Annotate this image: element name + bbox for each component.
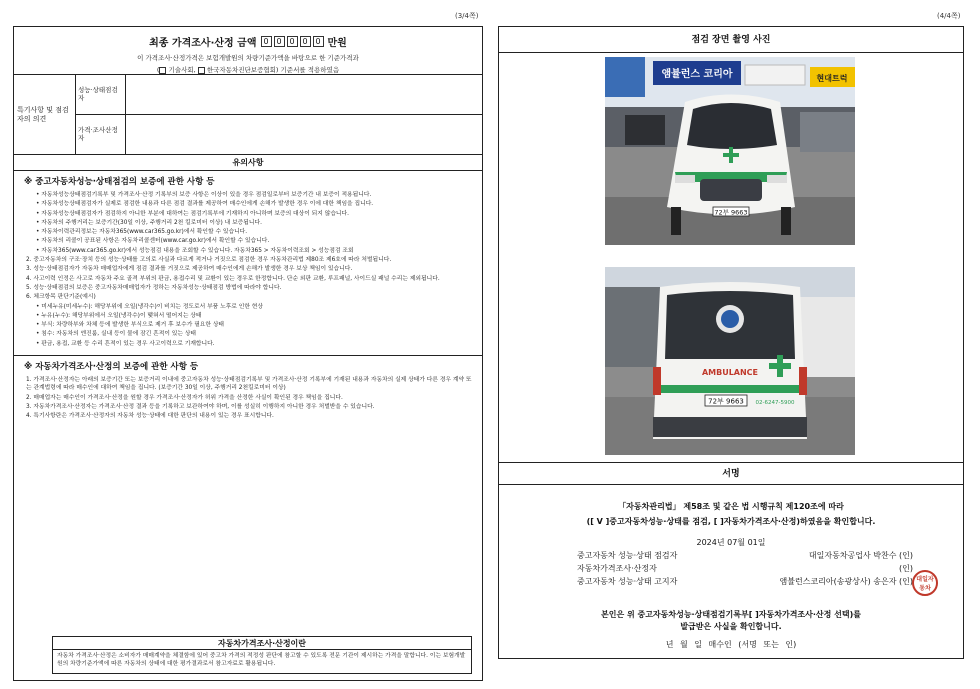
note-item: • 자동차성능상태점검자가 실제로 점검한 내용과 다른 점검 결과를 제공하여 매수인에게 손해가 발생한 경우 이에 대한 책임을 집니다. [36, 201, 374, 208]
rear-plate: 72부 9663 [708, 397, 744, 406]
amount-digit: 0 [313, 36, 324, 47]
section1-list [14, 191, 482, 349]
check2-label: 한국자동차진단보증협회) 기준서를 적용하였음 [206, 66, 340, 74]
appraiser-label: 가격·조사산정자 [76, 115, 126, 154]
note-item: • 미세누유(미세누수): 해당부위에 오일(냉각수)이 비치는 정도로서 부품 노후로 인한 현상 [36, 303, 263, 310]
amount-digit: 0 [274, 36, 285, 47]
note-item: 6. 체크항목 판단기준(예시) [26, 294, 96, 301]
appraiser-opinion [126, 115, 482, 154]
rear-phone: 02-6247-5900 [755, 400, 795, 406]
note-item: • 자동차이력관리정보는 자동차365(www.car365.go.kr)에서 확인할 수 있습니다. [36, 229, 248, 236]
shop-sign-2: 현대트럭 [816, 74, 848, 83]
note-item: 4. 특기사항란은 가격조사·산정자의 자동차 성능·상태에 대한 판단의 내용이 있는 경우 표시합니다. [26, 413, 274, 420]
check1-label: 기술사회 [168, 66, 194, 74]
note-item: 2. 중고자동차의 구조·장치 등의 성능·상태를 고의로 사실과 다르게 적거나 거짓으로 점검한 경우 자동차관리법 제80조 제6호에 따라 처벌됩니다. [26, 257, 392, 264]
confirm-line-1: 본인은 위 중고자동차성능·상태점검기록부[ ]자동차가격조사·산정 선택)를 [600, 610, 862, 619]
shop-sign-1: 앰뷸런스 코리아 [661, 69, 733, 80]
amount-digit: 0 [300, 36, 311, 47]
note-item: • 침수: 자동차의 엔진룸, 실내 등이 물에 잠긴 흔적이 있는 상태 [36, 331, 197, 338]
final-price-title: 최종 가격조사·산정 금액 [149, 38, 257, 49]
inspector-opinion [126, 75, 482, 114]
note-item: • 부식: 차량하부와 차체 등에 발생한 부식으로 제거 후 보수가 필요한 상태 [36, 322, 225, 329]
signer-role: 중고자동차 성능·상태 점검자 [577, 551, 678, 560]
note-item: • 판금, 용접, 교환 등 수리 흔적이 있는 경우 사고이력으로 기재합니다. [36, 340, 215, 347]
note-item: • 자동차365(www.car365.go.kr)에서 성능점검 내용을 조회할 수 있습니다. 자동차365 > 자동차이력조회 > 성능점검 조회 [36, 247, 354, 254]
section1-title: ※ 중고자동차성능·상태점검의 보증에 관한 사항 등 [24, 177, 215, 187]
appraisal-definition-text: 자동차 가격조사·산정은 소비자가 매매계약을 체결함에 있어 중고차 가격의 적정성 판단에 참고할 수 있도록 전문 기관이 제시하는 가격을 말합니다. 이는 보험개발원의 차량기준가액에 따른 자동차의 상태에 대한 평가결과로서 참고자료로 활용됩니다. [57, 653, 466, 668]
final-price-desc: 이 가격조사·산정가격은 보험개발원의 차량기준가액을 바탕으로 한 기준가격과 [137, 54, 359, 62]
note-item: • 자동차의 주행거리는 보증기간(30일 이상, 주행거리 2천 킬로미터 이상) 내 보증됩니다. [36, 219, 262, 226]
appraisal-definition-title: 자동차가격조사·산정이란 [53, 637, 471, 650]
note-item: 4. 사고이력 인정은 사고로 자동차 주요 골격 부위의 판금, 용접수리 및 교환이 있는 경우로 한정합니다. 단순 외판 교환, 루프패널, 사이드실 패널 수리는 제외됩니다. [26, 275, 440, 282]
law-line-1: 「자동차관리법」 제58조 및 같은 법 시행규칙 제120조에 따라 [618, 502, 844, 511]
note-item: 1. 가격조사·산정자는 아래의 보증기간 또는 보증거리 이내에 중고자동차 성능·상태점검기록부 및 가격조사·산정 기록부에 기재된 내용과 자동차의 실제 상태가 다른 경우 계약 또는 관계법령에 따라 매수인에 대하여 책임을 집니다. (보증기간 30일 이상, 주행거리 2천킬로미터 이상) [26, 376, 472, 392]
signer-role: 자동차가격조사·산정자 [577, 564, 657, 573]
left-page [13, 26, 483, 681]
signer-name: 대일자동차공업사 박찬수 (인) [808, 551, 913, 560]
notes-title: 유의사항 [14, 155, 482, 171]
law-line-2: ([ V ]중고자동차성능·상태를 점검, [ ]자동차가격조사·산정)하였음을 확인합니다. [586, 517, 876, 526]
note-item: 3. 자동차가격조사·산정자는 가격조사·산정 결과 등을 기록하고 보관하여야 하며, 이를 성실히 이행하지 아니한 경우 처벌받을 수 있습니다. [26, 403, 375, 410]
section2-list [14, 376, 482, 421]
amount-unit: 만원 [327, 38, 347, 49]
signer-role: 중고자동차 성능·상태 고지자 [577, 577, 678, 586]
signer-name: 앰뷸런스코리아(송광상사) 송은자 (인) [779, 577, 913, 586]
note-item: • 누유(누수): 해당부위에서 오일(냉각수)이 맺혀서 떨어지는 상태 [36, 312, 202, 319]
amount-digit: 0 [287, 36, 298, 47]
opinion-table [14, 75, 482, 155]
appraisal-definition-box [52, 636, 472, 674]
signer-row [509, 576, 953, 587]
final-price-section: 최종 가격조사·산정 금액 0 0 0 0 0 만원 이 가격조사·산정가격은 보험개발원의 차량기준가액을 바탕으로 한 기준가격과 ( 기술사회, 한국자동차진단보증협회) 기준서를 적용하였음 [14, 27, 482, 75]
checkbox[interactable] [159, 67, 166, 74]
note-item: • 자동차성능상태점검자가 점검하지 아니한 부분에 대하여는 점검기록부에 기재하지 아니하며 보증의 대상이 되지 않습니다. [36, 210, 349, 217]
note-item: • 자동차성능상태점검기록부 및 가격조사·산정 기록부의 보증 사항은 이상이 있을 경우 점검일로부터 보증기간 내 보증이 적용됩니다. [36, 192, 372, 198]
signer-name: (인) [899, 564, 913, 573]
ambulance-text: AMBULANCE [701, 368, 759, 377]
rear-photo [605, 267, 855, 455]
sign-date: 2024년 07월 01일 [696, 538, 766, 547]
signer-row [509, 563, 953, 574]
amount-digit: 0 [261, 36, 272, 47]
note-item: 2. 매매업자는 매수인이 가격조사·산정을 원할 경우 가격조사·산정자가 허위 가격을 산정한 사실이 확인된 경우 책임을 집니다. [26, 394, 343, 401]
opinion-row-label: 특기사항 및 점검자의 의견 [14, 75, 76, 154]
checkbox[interactable] [198, 67, 205, 74]
front-photo [605, 57, 855, 245]
signer-row [509, 550, 953, 561]
inspector-label: 성능·상태점검자 [76, 75, 126, 114]
note-item: 5. 성능·상태점검의 보증은 중고자동차매매업자가 정하는 자동차성능·상태점검 방법에 따라야 합니다. [26, 284, 282, 291]
front-plate: 72부 9663 [714, 208, 748, 217]
buyer-sign-line: 년 월 일 매수인 (서명 또는 인) [665, 640, 797, 649]
note-item: • 자동차의 리콜이 공표된 사항은 자동차리콜센터(www.car.go.kr)에서 확인할 수 있습니다. [36, 238, 270, 245]
sign-title: 서명 [499, 463, 963, 485]
red-seal-stamp: 대일자동차 [912, 570, 938, 596]
left-page-number: (3/4쪽) [455, 12, 479, 20]
note-item: 3. 성능·상태점검자가 자동차 매매업자에게 점검 결과를 거짓으로 제공하여 매수인에게 손해가 발생한 경우 보상 책임이 있습니다. [26, 266, 353, 273]
section2-title: ※ 자동차가격조사·산정의 보증에 관한 사항 등 [14, 355, 482, 376]
confirm-line-2: 발급받은 사실을 확인합니다. [680, 622, 782, 631]
right-page-number: (4/4쪽) [937, 12, 961, 20]
right-page [498, 26, 964, 659]
amount-digits [261, 36, 324, 47]
photo-title: 점검 장면 촬영 사진 [499, 27, 963, 53]
